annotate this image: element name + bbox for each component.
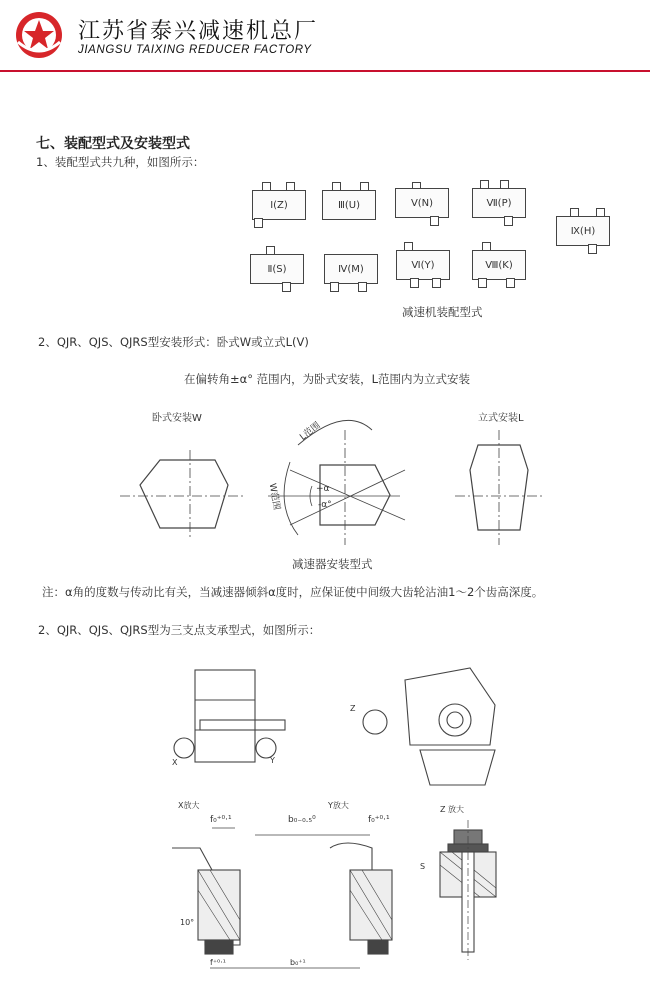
assembly-box-6: Ⅵ(Y) [396, 250, 450, 280]
side-view-body [405, 668, 495, 745]
dim-f-top: f₀⁺⁰·¹ [210, 815, 232, 825]
reducer-outline-horizontal [140, 460, 228, 528]
company-name-en: JIANGSU TAIXING REDUCER FACTORY [78, 44, 312, 56]
assembly-box-3: Ⅲ(U) [322, 190, 376, 220]
install-intro: 2、QJR、QJS、QJRS型安装形式：卧式W或立式L(V) [38, 335, 309, 349]
assembly-box-7: Ⅶ(P) [472, 188, 526, 218]
assembly-intro: 1、装配型式共九种，如图所示： [36, 155, 205, 169]
assembly-box-4: Ⅳ(M) [324, 254, 378, 284]
assembly-box-5: Ⅴ(N) [395, 188, 449, 218]
mark-y: Y [270, 756, 275, 765]
y-detail-label: Y放大 [328, 801, 349, 810]
assembly-box-9: Ⅸ(H) [556, 216, 610, 246]
dim-b-bottom: b₀⁺¹ [290, 958, 306, 967]
dim-f-bottom: f⁺⁰·¹ [210, 958, 226, 967]
mark-x: X [172, 758, 178, 767]
section-title: 七、装配型式及安装型式 [36, 136, 190, 152]
minus-alpha-label: -α° [318, 500, 332, 510]
w-range-label: W范围 [266, 482, 282, 511]
x-detail-label: X放大 [178, 801, 200, 810]
horizontal-label: 卧式安装W [152, 413, 202, 424]
reducer-outline-center [320, 465, 390, 525]
front-view-body [195, 670, 255, 762]
angle-note: 在偏转角±α° 范围内，为卧式安装，L范围内为立式安装 [184, 372, 471, 386]
plus-alpha-label: +α [316, 484, 330, 494]
front-view-shaft [200, 720, 285, 730]
install-caption: 减速器安装型式 [292, 557, 373, 571]
assembly-caption: 减速机装配型式 [402, 305, 483, 319]
z-support-circle [363, 710, 387, 734]
y-support-circle [256, 738, 276, 758]
dim-f-top-2: f₀⁺⁰·¹ [368, 815, 390, 825]
dim-s: S [420, 862, 426, 871]
dim-b-top: b₀₋₀.₅⁰ [288, 815, 316, 825]
assembly-box-8: Ⅷ(K) [472, 250, 526, 280]
mark-z: Z [350, 704, 356, 713]
dim-angle: 10° [180, 918, 195, 927]
company-name-cn: 江苏省泰兴减速机总厂 [78, 19, 319, 44]
assembly-box-1: Ⅰ(Z) [252, 190, 306, 220]
assembly-box-2: Ⅱ(S) [250, 254, 304, 284]
support-intro: 2、QJR、QJS、QJRS型为三支点支承型式，如图所示： [38, 623, 321, 637]
z-detail-label: Z 放大 [440, 805, 465, 814]
vertical-label: 立式安装L [478, 413, 524, 424]
base-outline [420, 750, 495, 785]
x-support-circle [174, 738, 194, 758]
alpha-note: 注：α角的度数与传动比有关，当减速器倾斜α度时，应保证使中间级大齿轮沾油1～2个齿高深度。 [42, 585, 544, 599]
l-range-label: L范围 [298, 420, 323, 443]
